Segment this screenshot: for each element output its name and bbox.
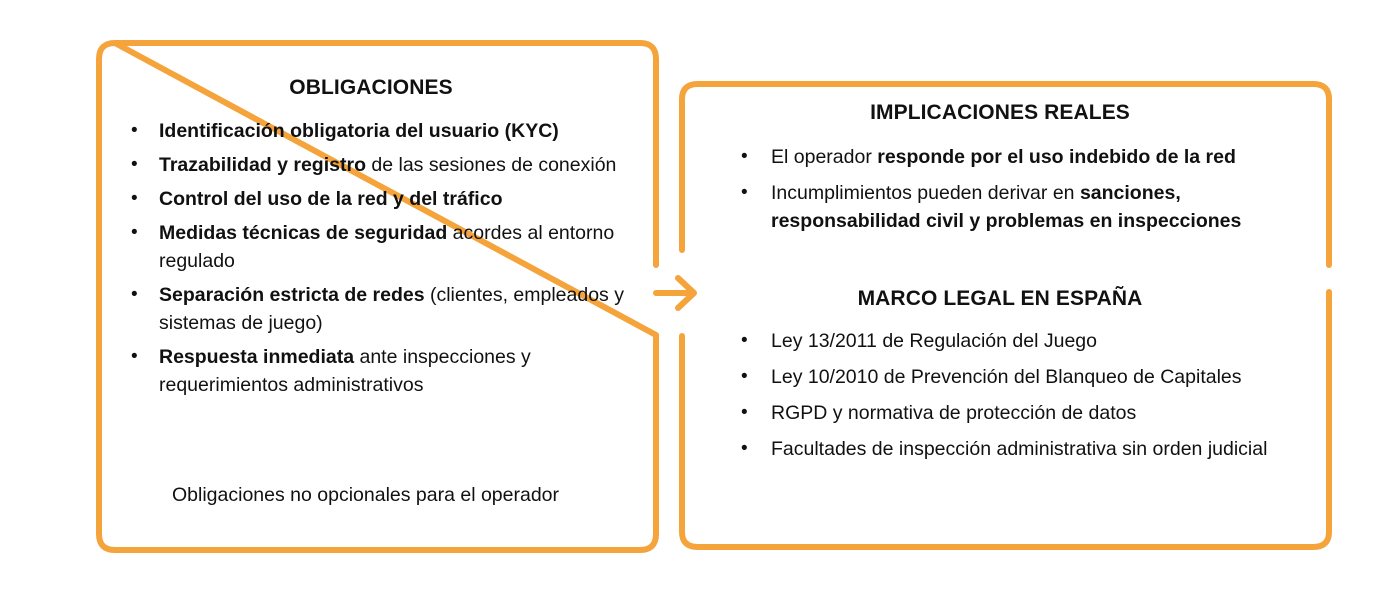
list-item: • Medidas técnicas de seguridad acordes al entorno regulado <box>130 219 650 275</box>
list-item: • Respuesta inmediata ante inspecciones y requerimientos administrativos <box>130 343 650 399</box>
marco-legal-title: MARCO LEGAL EN ESPAÑA <box>857 287 1143 310</box>
implicaciones-title: IMPLICACIONES REALES <box>870 101 1130 124</box>
list-item: • Ley 10/2010 de Prevención del Blanqueo de Capitales <box>740 363 1300 391</box>
implicaciones-list <box>740 143 1300 235</box>
list-item: • El operador responde por el uso indebido de la red <box>740 143 1300 171</box>
connector-arrow-icon <box>656 278 694 308</box>
list-item: • Facultades de inspección administrativa sin orden judicial <box>740 435 1300 463</box>
obligaciones-panel <box>130 76 650 405</box>
list-item: • Control del uso de la red y del tráfico <box>130 185 650 213</box>
list-item: • RGPD y normativa de protección de datos <box>740 399 1300 427</box>
list-item: • Incumplimientos pueden derivar en sanciones, responsabilidad civil y problemas en inspecciones <box>740 179 1300 235</box>
list-item: • Ley 13/2011 de Regulación del Juego <box>740 327 1300 355</box>
marco-legal-panel <box>740 287 1300 471</box>
marco-legal-list <box>740 327 1300 463</box>
list-item: • Separación estricta de redes (clientes, empleados y sistemas de juego) <box>130 281 650 337</box>
list-item: • Identificación obligatoria del usuario (KYC) <box>130 117 650 145</box>
obligaciones-title: OBLIGACIONES <box>289 76 453 99</box>
obligaciones-footnote: Obligaciones no opcionales para el operador <box>172 484 560 506</box>
list-item: • Trazabilidad y registro de las sesiones de conexión <box>130 151 650 179</box>
obligaciones-list <box>130 117 650 399</box>
implicaciones-panel <box>740 101 1300 243</box>
